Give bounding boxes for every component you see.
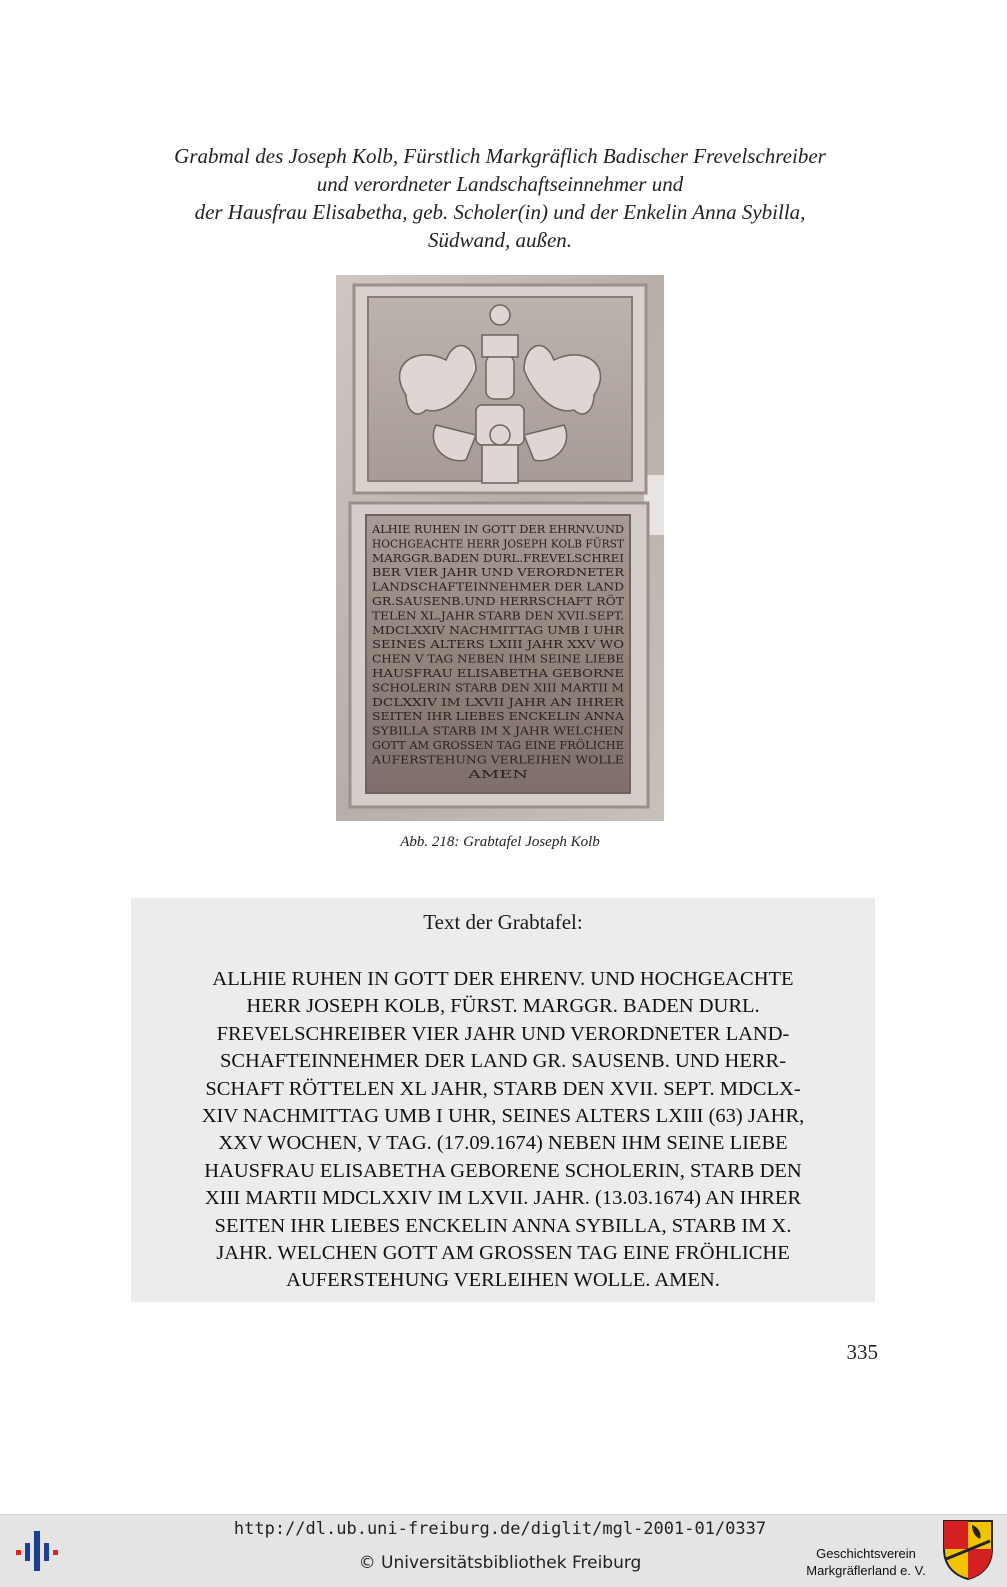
footer-bar (0, 1514, 1007, 1587)
page-number: 335 (846, 1340, 878, 1364)
plaque-inscription-line: SYBILLA STARB IM X JAHR WELCHEN (372, 724, 625, 738)
transcription-line: SCHAFT RÖTTELEN XL JAHR, STARB DEN XVII. SEPT. MDCLX- (205, 1077, 801, 1100)
plaque-inscription-line: BER VIER JAHR UND VERORDNETER (372, 566, 625, 580)
publisher-name-line: Markgräflerland e. V. (806, 1563, 926, 1578)
plaque-inscription (370, 523, 634, 781)
transcription-text (131, 966, 875, 1295)
plaque-inscription-line: AUFERSTEHUNG VERLEIHEN WOLLE (370, 753, 624, 767)
transcription-line: XIII MARTII MDCLXXIV IM LXVII. JAHR. (13.03.1674) AN IHRER (204, 1187, 802, 1210)
library-logo-icon[interactable] (14, 1529, 64, 1573)
plaque-inscription-line: TELEN XL.JAHR STARB DEN XVII.SEPT. (372, 609, 624, 623)
plaque-inscription-line: HAUSFRAU ELISABETHA GEBORNE (372, 667, 624, 680)
figure-title-line: der Hausfrau Elisabetha, geb. Scholer(in) und der Enkelin Anna Sybilla, (194, 200, 806, 224)
transcription-line: ALLHIE RUHEN IN GOTT DER EHRENV. UND HOCHGEACHTE (212, 968, 794, 990)
transcription-line: AUFERSTEHUNG VERLEIHEN WOLLE. AMEN. (286, 1269, 720, 1292)
transcription-line: SCHAFTEINNEHMER DER LAND GR. SAUSENB. UND HERR- (219, 1050, 787, 1073)
document-url-link[interactable]: http://dl.ub.uni-freiburg.de/diglit/mgl-2001-01/0337 (233, 1519, 767, 1539)
transcription-line: XIV NACHMITTAG UMB I UHR, SEINES ALTERS LXIII (63) JAHR, (201, 1105, 805, 1128)
inscription-transcription-box (131, 898, 875, 1302)
figure-title-line: und verordneter Landschaftseinnehmer und (316, 172, 684, 196)
figure-title-line: Südwand, außen. (427, 228, 573, 252)
plaque-inscription-line: ALHIE RUHEN IN GOTT DER EHRNV.UND (370, 523, 625, 536)
plaque-inscription-line: AMEN (466, 767, 529, 781)
plaque-inscription-line: DCLXXIV IM LXVII JAHR AN IHRER (372, 695, 625, 709)
gravestone-photo (336, 275, 664, 821)
publisher-name-line: Geschichtsverein (816, 1546, 916, 1561)
figure-title (100, 142, 900, 254)
transcription-line: HAUSFRAU ELISABETHA GEBORENE SCHOLERIN, STARB DEN (204, 1159, 802, 1182)
plaque-inscription-line: SEITEN IHR LIEBES ENCKELIN ANNA (372, 710, 626, 724)
transcription-line: SEITEN IHR LIEBES ENCKELIN ANNA SYBILLA, STARB IM X. (214, 1214, 792, 1237)
transcription-line: FREVELSCHREIBER VIER JAHR UND VERORDNETER LAND- (216, 1022, 790, 1045)
transcription-title: Text der Grabtafel: (423, 910, 583, 934)
transcription-line: XXV WOCHEN, V TAG. (17.09.1674) NEBEN IHM SEINE LIEBE (218, 1132, 788, 1155)
transcription-line: JAHR. WELCHEN GOTT AM GROSSEN TAG EINE FRÖHLICHE (216, 1242, 790, 1265)
plaque-inscription-line: HOCHGEACHTE HERR JOSEPH KOLB FÜRST (372, 537, 634, 551)
copyright-notice: © Universitätsbibliothek Freiburg (358, 1553, 642, 1573)
plaque-inscription-line: SEINES ALTERS LXIII JAHR XXV WO (372, 638, 624, 652)
coat-of-arms-icon (942, 1519, 994, 1581)
plaque-inscription-line: MARGGR.BADEN DURL.FREVELSCHREI (372, 551, 624, 565)
plaque-inscription-line: CHEN V TAG NEBEN IHM SEINE LIEBE (372, 652, 624, 666)
figure-title-line: Grabmal des Joseph Kolb, Fürstlich Markgräflich Badischer Frevelschreiber (174, 144, 826, 168)
plaque-inscription-line: GOTT AM GROSSEN TAG EINE FRÖLICHE (372, 739, 617, 752)
publisher-name (796, 1545, 936, 1579)
plaque-inscription-line: LANDSCHAFTEINNEHMER DER LAND (372, 580, 625, 594)
plaque-inscription-line: SCHOLERIN STARB DEN XIII MARTII M (372, 681, 624, 695)
plaque-inscription-line: GR.SAUSENB.UND HERRSCHAFT RÖT (372, 595, 597, 608)
plaque-inscription-line: MDCLXXIV NACHMITTAG UMB I UHR (372, 623, 625, 637)
figure-caption: Abb. 218: Grabtafel Joseph Kolb (400, 834, 600, 850)
transcription-line: HERR JOSEPH KOLB, FÜRST. MARGGR. BADEN DURL. (246, 995, 760, 1018)
